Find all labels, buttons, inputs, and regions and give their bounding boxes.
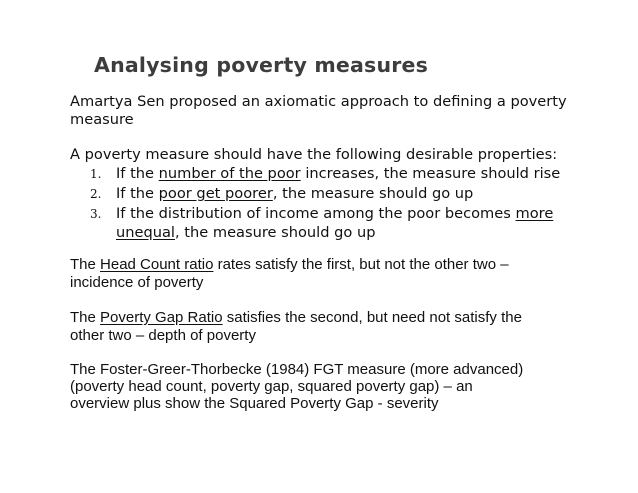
intro-line-2: measure (70, 111, 134, 128)
properties-heading: A poverty measure should have the following desirable properties: (70, 146, 558, 163)
poor-get-poorer-link[interactable]: poor get poorer (158, 185, 273, 202)
fgt-line-1: The Foster-Greer-Thorbecke (1984) FGT measure (more advanced) (70, 361, 524, 378)
intro-paragraph (70, 93, 590, 129)
intro-line-1: Amartya Sen proposed an axiomatic approach to defining a poverty (70, 93, 567, 110)
property-item-1: 1. If the number of the poor increases, the measure should rise (90, 165, 561, 182)
fgt-paragraph (70, 361, 590, 412)
property-item-3: 3. If the distribution of income among the poor becomes more unequal, the measure should go up (90, 205, 554, 241)
property-number: 3. (90, 207, 102, 221)
poverty-gap-paragraph (70, 309, 590, 345)
property-number: 2. (90, 187, 102, 201)
properties-list (70, 164, 590, 243)
head-count-paragraph (70, 256, 590, 292)
more-unequal-link-part-1[interactable]: more (515, 205, 554, 222)
head-count-line-2: incidence of poverty (70, 274, 204, 291)
number-of-poor-link[interactable]: number of the poor (158, 165, 301, 182)
property-number: 1. (90, 167, 102, 181)
poverty-gap-line-1: The Poverty Gap Ratio satisfies the second, but need not satisfy the (70, 309, 522, 326)
slide-title: Analysing poverty measures (94, 53, 429, 77)
fgt-line-3: overview plus show the Squared Poverty Gap - severity (70, 395, 439, 412)
poverty-gap-line-2: other two – depth of poverty (70, 327, 256, 344)
property-item-2: 2. If the poor get poorer, the measure should go up (90, 185, 474, 202)
poverty-gap-ratio-link[interactable]: Poverty Gap Ratio (100, 309, 223, 326)
head-count-line-1: The Head Count ratio rates satisfy the first, but not the other two – (70, 256, 509, 273)
head-count-ratio-link[interactable]: Head Count ratio (100, 256, 214, 273)
more-unequal-link-part-2[interactable]: unequal (116, 224, 175, 241)
fgt-line-2: (poverty head count, poverty gap, squared poverty gap) – an (70, 378, 473, 395)
